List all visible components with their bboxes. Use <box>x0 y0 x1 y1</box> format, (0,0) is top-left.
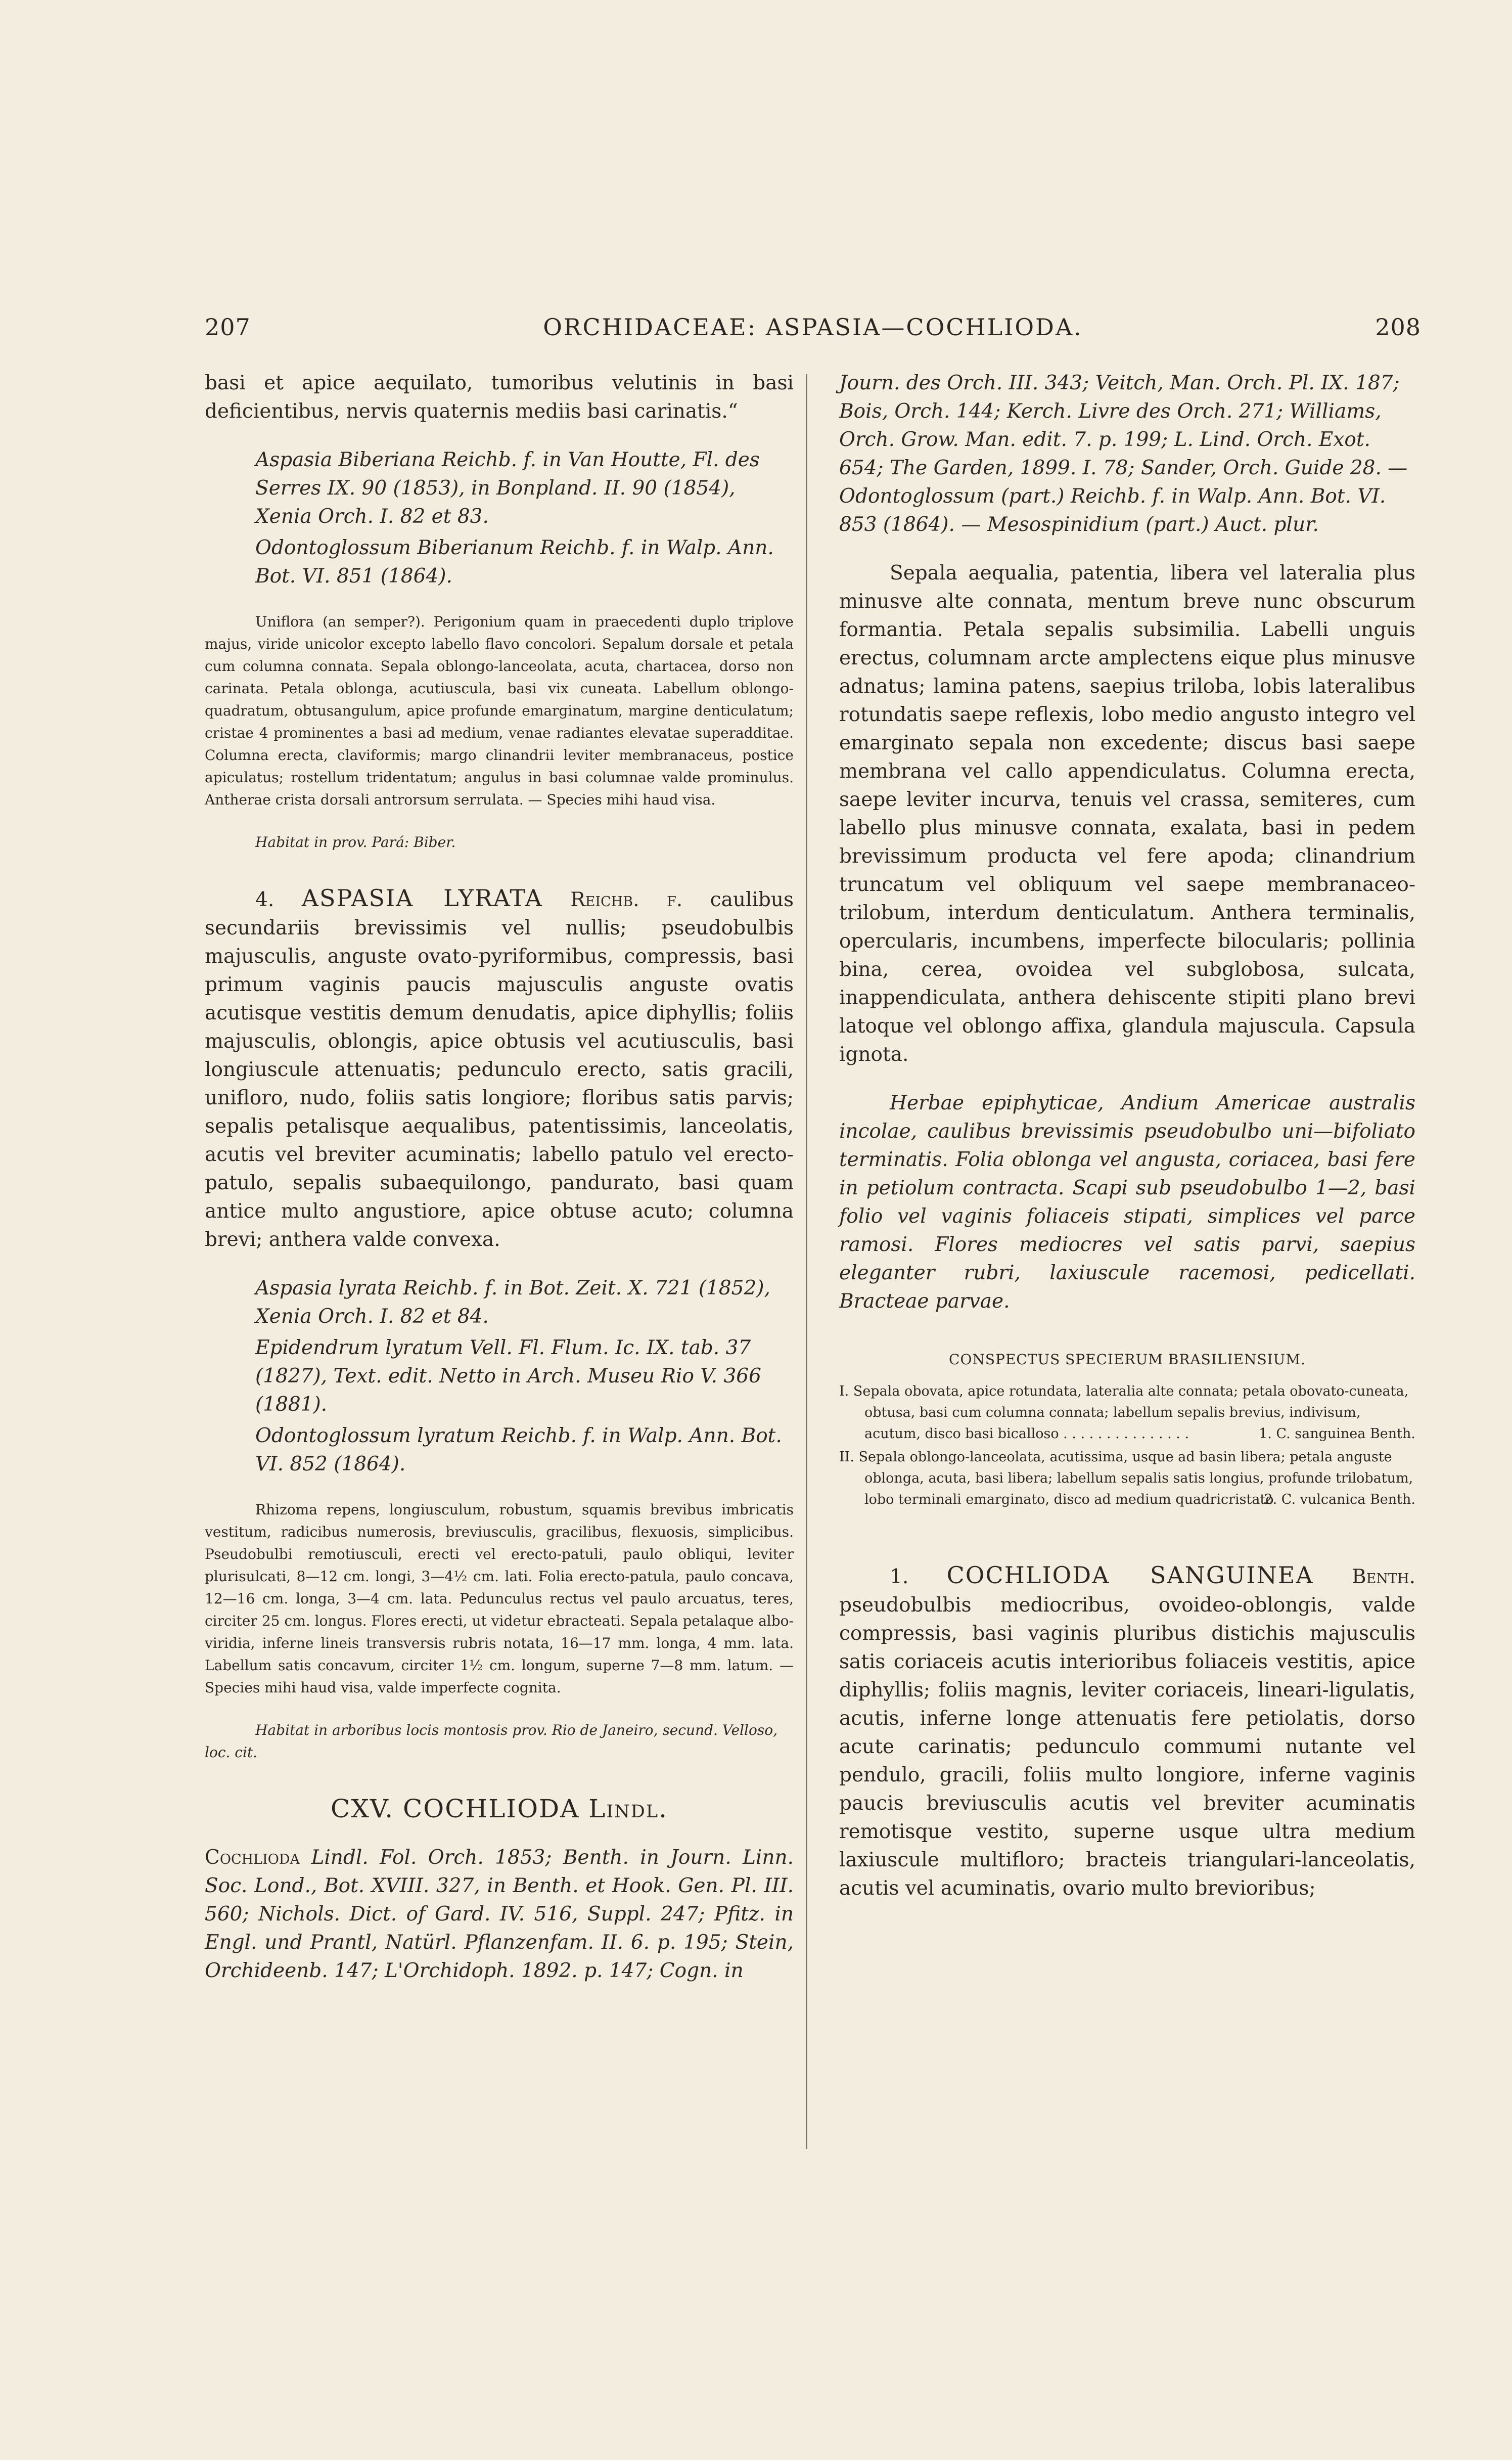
citation-odontoglossum-lyratum: Odontoglossum lyratum Reichb. f. in Walp. Ann. Bot. VI. 852 (1864). <box>255 1424 782 1475</box>
key-entry-2-result: 2. C. vulcanica Benth. <box>1264 1492 1415 1507</box>
continued-description: basi et apice aequilato, tumoribus velutinis in basi deficientibus, nervis quaternis mediis basi carinatis.“ <box>205 372 794 423</box>
right-column <box>839 369 1415 1903</box>
genus-citation <box>205 1844 794 1985</box>
page-number-right: 208 <box>1375 314 1421 341</box>
citation-aspasia-lyrata: Aspasia lyrata Reichb. f. in Bot. Zeit. X. 721 (1852), Xenia Orch. I. 82 et 84. <box>255 1277 770 1328</box>
species-diagnosis: pseudobulbis mediocribus, ovoideo-oblongis, valde compressis, basi vaginis pluribus distichis majusculis satis coriaceis acutis interioribus foliaceis vestitis, apice diphyllis; foliis magnis, leviter coriaceis, lineari-ligulatis, acutis, inferne longe attenuatis fere petiolatis, dorso acute carinatis; pedunculo commumi nutante vel pendulo, gracili, foliis multo longiore, inferne vaginis paucis breviusculis acutis vel breviter acuminatis remotisque vestito, superne usque ultra medium laxiuscule multifloro; bracteis triangulari-lanceolatis, acutis vel acuminatis, ovario multo brevioribus; <box>839 1594 1415 1900</box>
species-name: ASPASIA LYRATA <box>301 884 543 912</box>
species-cochlioda-sanguinea <box>839 1561 1415 1903</box>
species-name: COCHLIODA SANGUINEA <box>946 1561 1314 1589</box>
species-author: Reichb. f. <box>570 888 683 911</box>
conspectus-title: CONSPECTUS SPECIERUM BRASILIENSIUM. <box>949 1351 1306 1368</box>
species-author: Benth. <box>1352 1566 1415 1588</box>
genus-citation-text: Lindl. Fol. Orch. 1853; Benth. in Journ. Linn. Soc. Lond., Bot. XVIII. 327, in Benth. et Hook. Gen. Pl. III. 560; Nichols. Dict. of Gard. IV. 516, Suppl. 247; Pfitz. in Engl. und Prantl, Natürl. Pflanzenfam. II. 6. p. 195; Stein, Orchideenb. 147; L'Orchidoph. 1892. p. 147; Cogn. in <box>205 1846 794 1982</box>
genus-name: COCHLIODA <box>403 1794 580 1823</box>
key-entry-2-text: II. Sepala oblongo-lanceolata, acutissima, usque ad basin libera; petala anguste oblonga, acuta, basi libera; labellum sepalis satis longius, profunde trilobatum, lobo terminali emarginato, disco ad medium quadricristato <box>839 1449 1413 1507</box>
genus-citation-continued: Journ. des Orch. III. 343; Veitch, Man. Orch. Pl. IX. 187; Bois, Orch. 144; Kerch. Livre des Orch. 271; Williams, Orch. Grow. Man. edit. 7. p. 199; L. Lind. Orch. Exot. 654; The Garden, 1899. I. 78; Sander, Orch. Guide 28. — Odontoglossum (part.) Reichb. f. in Walp. Ann. Bot. VI. 853 (1864). — Mesospinidium (part.) Auct. plur. <box>839 372 1408 536</box>
citation-epidendrum-lyratum: Epidendrum lyratum Vell. Fl. Flum. Ic. IX. tab. 37 (1827), Text. edit. Netto in Arch. Museu Rio V. 366 (1881). <box>255 1336 761 1416</box>
key-entry-1 <box>839 1381 1415 1445</box>
column-divider <box>806 374 807 2149</box>
species-aspasia-lyrata <box>205 884 794 1254</box>
citation-odontoglossum-biberianum: Odontoglossum Biberianum Reichb. f. in Walp. Ann. Bot. VI. 851 (1864). <box>255 536 774 588</box>
genus-number: CXV. <box>330 1794 394 1823</box>
genus-author: Lindl. <box>588 1794 668 1823</box>
left-column <box>205 369 794 1985</box>
genus-heading <box>205 1794 794 1823</box>
citation-aspasia-biberiana: Aspasia Biberiana Reichb. f. in Van Houtte, Fl. des Serres IX. 90 (1853), in Bonpland. II. 90 (1854), Xenia Orch. I. 82 et 83. <box>255 449 760 528</box>
page-header <box>205 314 1421 341</box>
genus-description: Sepala aequalia, patentia, libera vel lateralia plus minusve alte connata, mentum breve nunc obscurum formantia. Petala sepalis subsimilia. Labelli unguis erectus, columnam arcte amplectens eique plus minusve adnatus; lamina patens, saepius triloba, lobis lateralibus rotundatis saepe reflexis, lobo medio angusto integro vel emarginato sepala non excedente; discus basi saepe membrana vel callo appendiculatus. Columna erecta, saepe leviter incurva, tenuis vel crassa, semiteres, cum labello plus minusve connata, exalata, basi in pedem brevissimum producta vel fere apoda; clinandrium truncatum vel obliquum vel saepe membranaceo-trilobum, interdum denticulatum. Anthera terminalis, opercularis, incumbens, imperfecte bilocularis; pollinia bina, cerea, ovoidea vel subglobosa, sulcata, inappendiculata, anthera dehiscente stipiti plano brevi latoque vel oblongo affixa, glandula majuscula. Capsula ignota. <box>839 562 1415 1066</box>
species-description-biberiana: Uniflora (an semper?). Perigonium quam in praecedenti duplo triplove majus, viride unicolor excepto labello flavo concolori. Sepalum dorsale et petala cum columna connata. Sepala oblongo-lanceolata, acuta, chartacea, dorso non carinata. Petala oblonga, acutiuscula, basi vix cuneata. Labellum oblongo-quadratum, obtusangulum, apice profunde emarginatum, margine denticulatum; cristae 4 prominentes a basi ad medium, venae radiantes elevatae superadditae. Columna erecta, claviformis; margo clinandrii leviter membranaceus, postice apiculatus; rostellum tridentatum; angulus in basi columnae valde prominulus. Antherae crista dorsali antrorsum serrulata. — Species mihi haud visa. <box>205 613 794 808</box>
key-entry-1-result: 1. C. sanguinea Benth. <box>1259 1426 1415 1442</box>
species-number: 4. <box>255 888 274 911</box>
genus-citation-lead: Cochlioda <box>205 1846 300 1869</box>
species-number: 1. <box>890 1566 909 1588</box>
running-title: ORCHIDACEAE: ASPASIA—COCHLIODA. <box>543 314 1083 341</box>
page-number-left: 207 <box>205 314 251 341</box>
species-diagnosis: caulibus secundariis brevissimis vel nullis; pseudobulbis majusculis, anguste ovato-pyriformibus, compressis, basi primum vaginis paucis majusculis anguste ovatis acutisque vestitis demum denudatis, apice diphyllis; foliis majusculis, oblongis, apice obtusis vel acutiusculis, basi longiuscule attenuatis; pedunculo erecto, satis gracili, unifloro, nudo, foliis satis longiore; floribus satis parvis; sepalis petalisque aequalibus, patentissimis, lanceolatis, acutis vel breviter acuminatis; labello patulo vel erecto-patulo, sepalis subaequilongo, pandurato, basi quam antice multo angustiore, apice obtuse acuto; columna brevi; anthera valde convexa. <box>205 888 794 1251</box>
habitat-biberiana: Habitat in prov. Pará: Biber. <box>255 834 456 851</box>
species-description-lyrata: Rhizoma repens, longiusculum, robustum, squamis brevibus imbricatis vestitum, radicibus numerosis, breviusculis, gracilibus, flexuosis, simplicibus. Pseudobulbi remotiusculi, erecti vel erecto-patuli, paulo obliqui, leviter plurisulcati, 8—12 cm. longi, 3—4½ cm. lati. Folia erecto-patula, paulo concava, 12—16 cm. longa, 3—4 cm. lata. Pedunculus rectus vel paulo arcuatus, teres, circiter 25 cm. longus. Flores erecti, ut videtur ebracteati. Sepala petalaque albo-viridia, inferne lineis transversis rubris notata, 16—17 mm. longa, 4 mm. lata. Labellum satis concavum, circiter 1½ cm. longum, superne 7—8 mm. latum. — Species mihi haud visa, valde imperfecte cognita. <box>205 1501 794 1696</box>
key-entry-2 <box>839 1447 1415 1510</box>
genus-habit: Herbae epiphyticae, Andium Americae australis incolae, caulibus brevissimis pseudobulbo uni—bifoliato terminatis. Folia oblonga vel angusta, coriacea, basi fere in petiolum contracta. Scapi sub pseudobulbo 1—2, basi folio vel vaginis foliaceis stipati, simplices vel parce ramosi. Flores mediocres vel satis parvi, saepius eleganter rubri, laxiuscule racemosi, pedicellati. Bracteae parvae. <box>839 1092 1415 1313</box>
key-entry-1-text: I. Sepala obovata, apice rotundata, lateralia alte connata; petala obovato-cuneata, obtusa, basi cum columna connata; labellum sepalis brevius, indivisum, acutum, disco basi bicalloso . . . . . . . . . . . . . . . <box>839 1383 1409 1442</box>
habitat-lyrata: Habitat in arboribus locis montosis prov. Rio de Janeiro, secund. Velloso, loc. cit. <box>205 1722 777 1761</box>
